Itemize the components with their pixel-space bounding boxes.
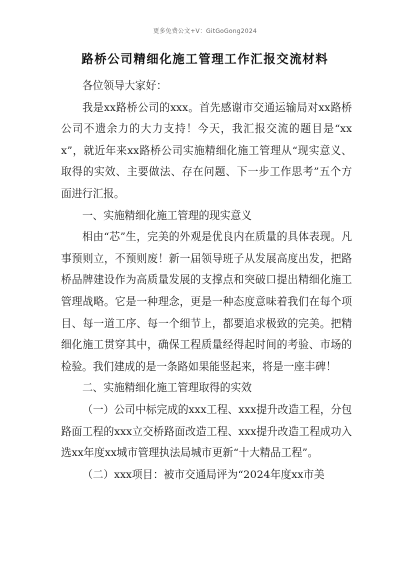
- section-heading-2: 二、实施精细化施工管理取得的实效: [82, 382, 252, 395]
- achievement-paragraph-1: （一）公司中标完成的xxx工程、xxx提升改造工程，分包路面工程的xxx立交桥路面改造工程、xxx提升改造工程成功入选xx年度xx城市管理执法局城市更新“十大精品工程”。: [61, 403, 352, 460]
- intro-paragraph: 我是xx路桥公司的xxx。首先感谢市交通运输局对xx路桥公司不遗余力的大力支持！今天，我汇报交流的题目是“xxx”，就近年来xx路桥公司实施精细化施工管理从“现实意义、取得的实效、主要做法、存在问题、下一步工作思考”五个方面进行汇报。: [61, 101, 352, 200]
- document-body: [61, 76, 352, 486]
- achievement-paragraph-2: （二）xxx项目：被市交通局评为“2024年度xx市美: [82, 468, 325, 481]
- header-note: 更多免费公文+V：GitGoGong2024: [153, 28, 257, 35]
- section-1-paragraph: 相由“芯”生，完美的外观是优良内在质量的具体表现。凡事预则立，不预则废！新一届领导班子从发展高度出发，把路桥品牌建设作为高质量发展的支撑点和突破口提出精细化施工管理战略。它是一种理念，更是一种态度意味着我们在每个项目、每一道工序、每一个细节上，都要追求极致的完美。把精细化施工贯穿其中，确保工程质量经得起时间的考验、市场的检验。我们建成的是一条路如果能竖起来，将是一座丰碑！: [61, 231, 352, 373]
- document-title: 路桥公司精细化施工管理工作汇报交流材料: [81, 52, 329, 66]
- section-heading-1: 一、实施精细化施工管理的现实意义: [82, 209, 252, 222]
- salutation: 各位领导大家好：: [82, 80, 167, 92]
